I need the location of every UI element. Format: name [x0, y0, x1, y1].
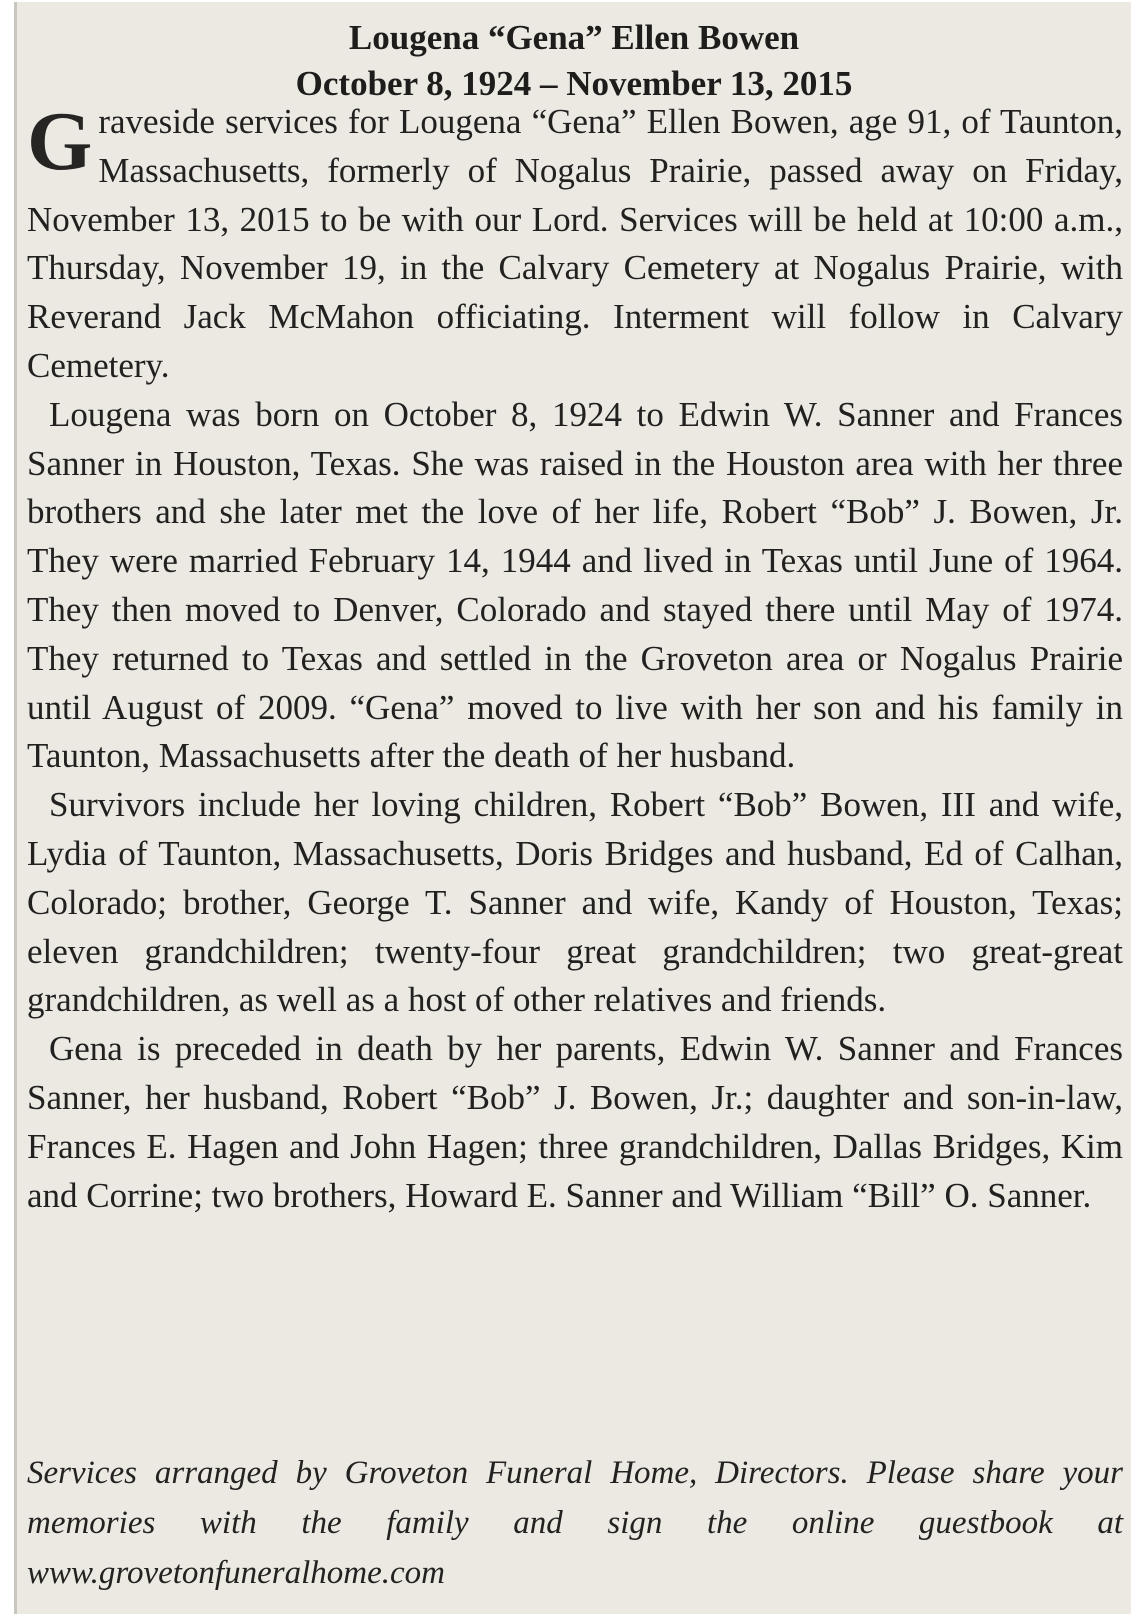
paragraph-services — [27, 95, 1123, 391]
funeral-home-notice: Services arranged by Groveton Funeral Home, Directors. Please share your memories with the family and sign the online guestbook at www.grovetonfuneralhome.com — [27, 1455, 1123, 1591]
newspaper-clipping — [14, 2, 1131, 1614]
paragraph-preceded: Gena is preceded in death by her parents, Edwin W. Sanner and Frances Sanner, her husband, Robert “Bob” J. Bowen, Jr.; daughter and son-in-law, Frances E. Hagen and John Hagen; three grandchildren, Dallas Bridges, Kim and Corrine; two brothers, Howard E. Sanner and William “Bill” O. Sanner. — [27, 1029, 1123, 1215]
obituary-body — [27, 95, 1123, 1220]
drop-cap: G — [27, 95, 93, 188]
deceased-name: Lougena “Gena” Ellen Bowen — [348, 18, 800, 57]
paragraph-services-text: raveside services for Lougena “Gena” Ellen Bowen, age 91, of Taunton, Massachusetts, formerly of Nogalus Prairie, passed away on Friday, November 13, 2015 to be with our Lord. Services will be held at 10:00 a.m., Thursday, November 19, in the Calvary Cemetery at Nogalus Prairie, with Reverand Jack McMahon officiating. Interment will follow in Calvary Cemetery. — [27, 102, 1123, 385]
paragraph-biography: Lougena was born on October 8, 1924 to Edwin W. Sanner and Frances Sanner in Houston, Texas. She was raised in the Houston area with her three brothers and she later met the love of her life, Robert “Bob” J. Bowen, Jr. They were married February 14, 1944 and lived in Texas until June of 1964. They then moved to Denver, Colorado and stayed there until May of 1974. They returned to Texas and settled in the Groveton area or Nogalus Prairie until August of 2009. “Gena” moved to live with her son and his family in Taunton, Massachusetts after the death of her husband. — [27, 394, 1123, 776]
life-dates: October 8, 1924 – November 13, 2015 — [295, 64, 853, 103]
paragraph-survivors: Survivors include her loving children, Robert “Bob” Bowen, III and wife, Lydia of Taunton, Massachusetts, Doris Bridges and husband, Ed of Calhan, Colorado; brother, George T. Sanner and wife, Kandy of Houston, Texas; eleven grandchildren; twenty-four great grandchildren; two great-great grandchildren, as well as a host of other relatives and friends. — [27, 785, 1123, 1020]
